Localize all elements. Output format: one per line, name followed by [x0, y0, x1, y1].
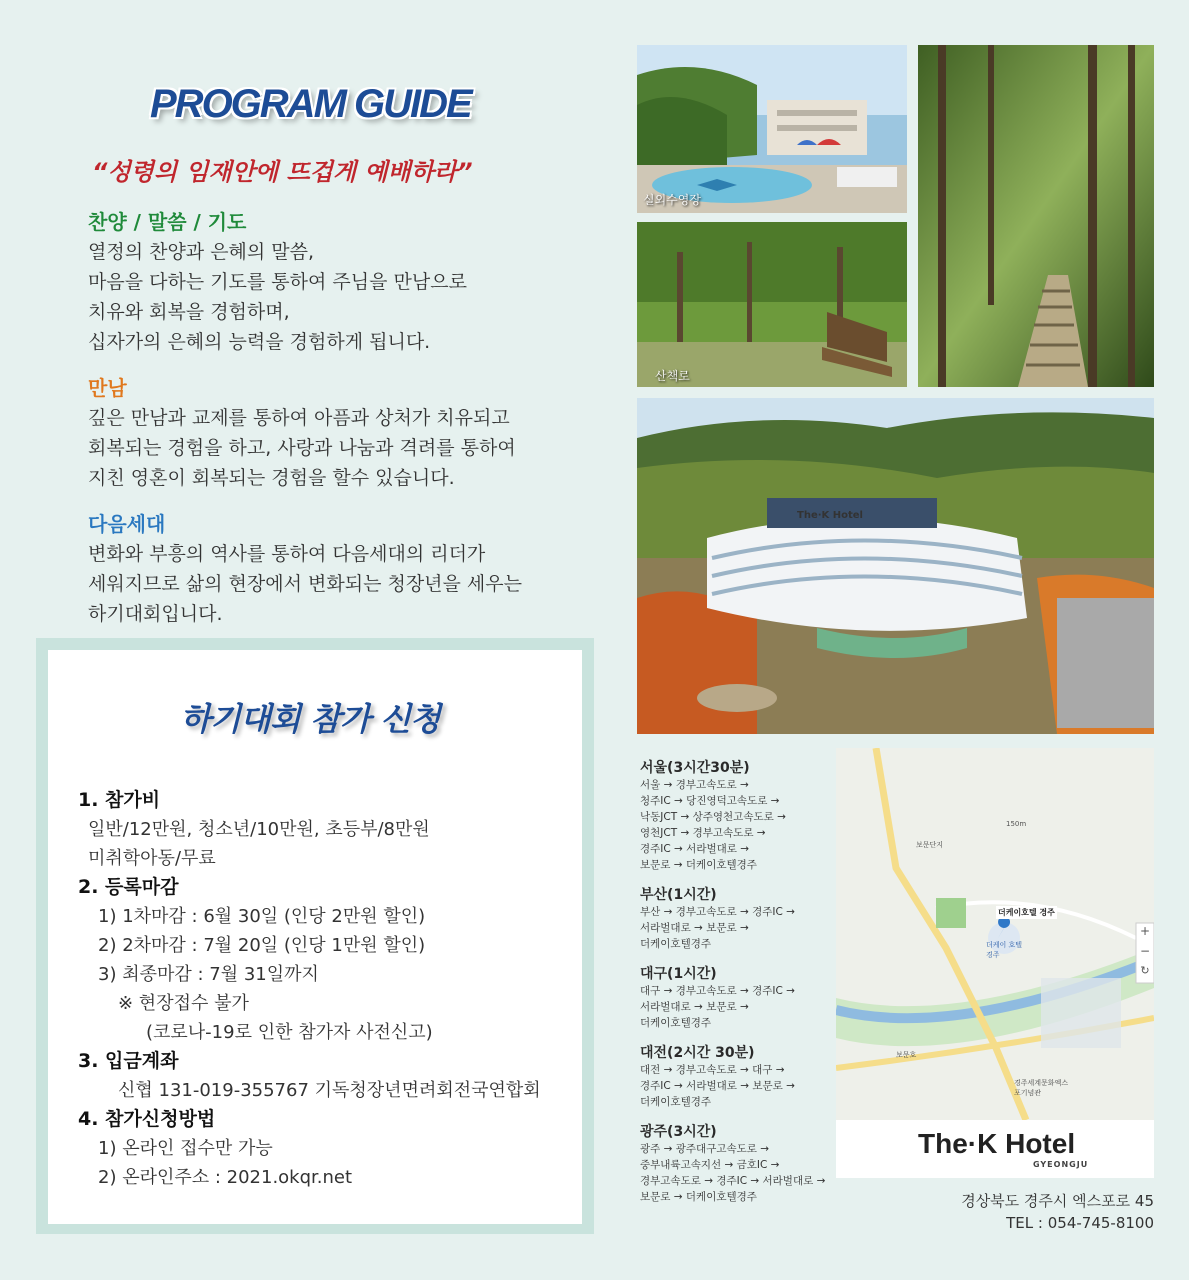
section-line: 회복되는 경험을 하고, 사랑과 나눔과 격려를 통하여	[88, 437, 516, 459]
page-subtitle: “성령의 임재안에 뜨겁게 예배하라”	[92, 158, 473, 186]
method-line: 1) 온라인 접수만 가능	[98, 1138, 273, 1159]
section-line: 변화와 부흥의 역사를 통하여 다음세대의 리더가	[88, 543, 486, 565]
forest-photo	[918, 45, 1154, 387]
direction-line: 서라벌대로 → 보문로 →	[640, 1001, 749, 1013]
direction-heading: 부산(1시간)	[640, 887, 717, 903]
fee-line: 일반/12만원, 청소년/10만원, 초등부/8만원	[88, 819, 430, 840]
direction-line: 대전 → 경부고속도로 → 대구 →	[640, 1064, 785, 1076]
walkway-photo	[637, 222, 907, 387]
section-line: 지친 영혼이 회복되는 경험을 할수 있습니다.	[88, 467, 455, 489]
registration-list	[78, 786, 541, 1192]
direction-heading: 대전(2시간 30분)	[640, 1045, 755, 1061]
direction-line: 서라벌대로 → 보문로 →	[640, 922, 749, 934]
hotel-tel: TEL : 054-745-8100	[1006, 1214, 1154, 1232]
page-title: PROGRAM GUIDE	[150, 82, 471, 126]
account-heading: 3. 입금계좌	[78, 1050, 179, 1072]
direction-line: 청주IC → 당진영덕고속도로 →	[640, 795, 780, 807]
map-label-expo: 경주세계문화엑스포기념관	[1014, 1079, 1069, 1097]
zoom-out-button[interactable]: −	[1139, 944, 1151, 958]
section-line: 마음을 다하는 기도를 통하여 주님을 만남으로	[88, 271, 467, 293]
deadline-heading: 2. 등록마감	[78, 876, 179, 898]
account-line: 신협 131-019-355767 기독청장년면려회전국연합회	[118, 1080, 541, 1101]
section-line: 깊은 만남과 교제를 통하여 아픔과 상처가 치유되고	[88, 407, 510, 429]
direction-line: 낙동JCT → 상주영천고속도로 →	[640, 811, 786, 823]
direction-line: 경주IC → 서라벌대로 → 보문로 →	[640, 1080, 795, 1092]
pool-photo	[637, 45, 907, 213]
method-heading: 4. 참가신청방법	[78, 1108, 216, 1130]
directions-list	[640, 760, 830, 1205]
photo-caption: 실외수영장	[643, 193, 701, 207]
map-label-hotel: 더케이호텔 경주	[998, 908, 1055, 917]
map-label-hotel-pin: 더케이 호텔경주	[986, 941, 1023, 959]
hotel-aerial-photo	[637, 398, 1154, 734]
fee-heading: 1. 참가비	[78, 789, 161, 811]
direction-line: 보문로 → 더케이호텔경주	[640, 1191, 757, 1203]
map-label-bomun: 보문단지	[916, 841, 944, 849]
direction-line: 더케이호텔경주	[640, 1017, 712, 1029]
deadline-line: 3) 최종마감 : 7월 31일까지	[98, 964, 319, 985]
reset-map-button[interactable]: ↻	[1140, 964, 1150, 977]
deadline-note: ※ 현장접수 불가	[118, 993, 249, 1014]
method-line: 2) 온라인주소 : 2021.okqr.net	[98, 1167, 353, 1188]
zoom-in-button[interactable]: +	[1139, 924, 1151, 938]
direction-heading: 서울(3시간30분)	[640, 760, 750, 776]
fee-line: 미취학아동/무료	[88, 848, 216, 869]
direction-line: 대구 → 경부고속도로 → 경주IC →	[640, 985, 795, 997]
deadline-line: 2) 2차마감 : 7월 20일 (인당 1만원 할인)	[98, 935, 426, 956]
hotel-sign: The·K Hotel	[797, 510, 863, 521]
section-heading: 찬양 / 말씀 / 기도	[88, 210, 247, 234]
section-heading: 다음세대	[88, 512, 166, 536]
photo-caption: 산책로	[655, 369, 690, 383]
direction-line: 경주IC → 서라벌대로 →	[640, 843, 750, 855]
direction-line: 중부내륙고속지선 → 금호IC →	[640, 1159, 780, 1171]
section-line: 세워지므로 삶의 현장에서 변화되는 청장년을 세우는	[88, 573, 522, 595]
section-line: 치유와 회복을 경험하며,	[88, 301, 290, 323]
hotel-logo-sub: GYEONGJU	[1033, 1160, 1089, 1169]
hotel-logo: The·K Hotel	[918, 1128, 1076, 1159]
direction-line: 경부고속도로 → 경주IC → 서라벌대로 →	[640, 1175, 826, 1187]
direction-line: 부산 → 경부고속도로 → 경주IC →	[640, 906, 795, 918]
section-line: 하기대회입니다.	[88, 603, 223, 625]
direction-heading: 광주(3시간)	[640, 1124, 717, 1140]
direction-line: 보문로 → 더케이호텔경주	[640, 859, 757, 871]
registration-title: 하기대회 참가 신청	[180, 700, 440, 738]
section-next-generation	[88, 508, 522, 629]
section-meeting	[88, 372, 516, 493]
map-label-lake: 보문호	[896, 1051, 917, 1059]
deadline-note: (코로나-19로 인한 참가자 사전신고)	[146, 1022, 433, 1043]
direction-line: 광주 → 광주대구고속도로 →	[640, 1143, 770, 1155]
direction-line: 더케이호텔경주	[640, 1096, 712, 1108]
section-line: 열정의 찬양과 은혜의 말씀,	[88, 241, 315, 263]
map-scale: 150m	[1006, 820, 1027, 828]
deadline-line: 1) 1차마감 : 6월 30일 (인당 2만원 할인)	[98, 906, 426, 927]
section-heading: 만남	[88, 376, 127, 400]
section-praise	[88, 206, 467, 357]
direction-heading: 대구(1시간)	[640, 966, 717, 982]
direction-line: 영천JCT → 경부고속도로 →	[640, 827, 766, 839]
section-line: 십자가의 은혜의 능력을 경험하게 됩니다.	[88, 331, 431, 353]
direction-line: 서울 → 경부고속도로 →	[640, 779, 749, 791]
hotel-address: 경상북도 경주시 엑스포로 45	[961, 1192, 1154, 1210]
location-map[interactable]	[836, 748, 1154, 1178]
direction-line: 더케이호텔경주	[640, 938, 712, 950]
